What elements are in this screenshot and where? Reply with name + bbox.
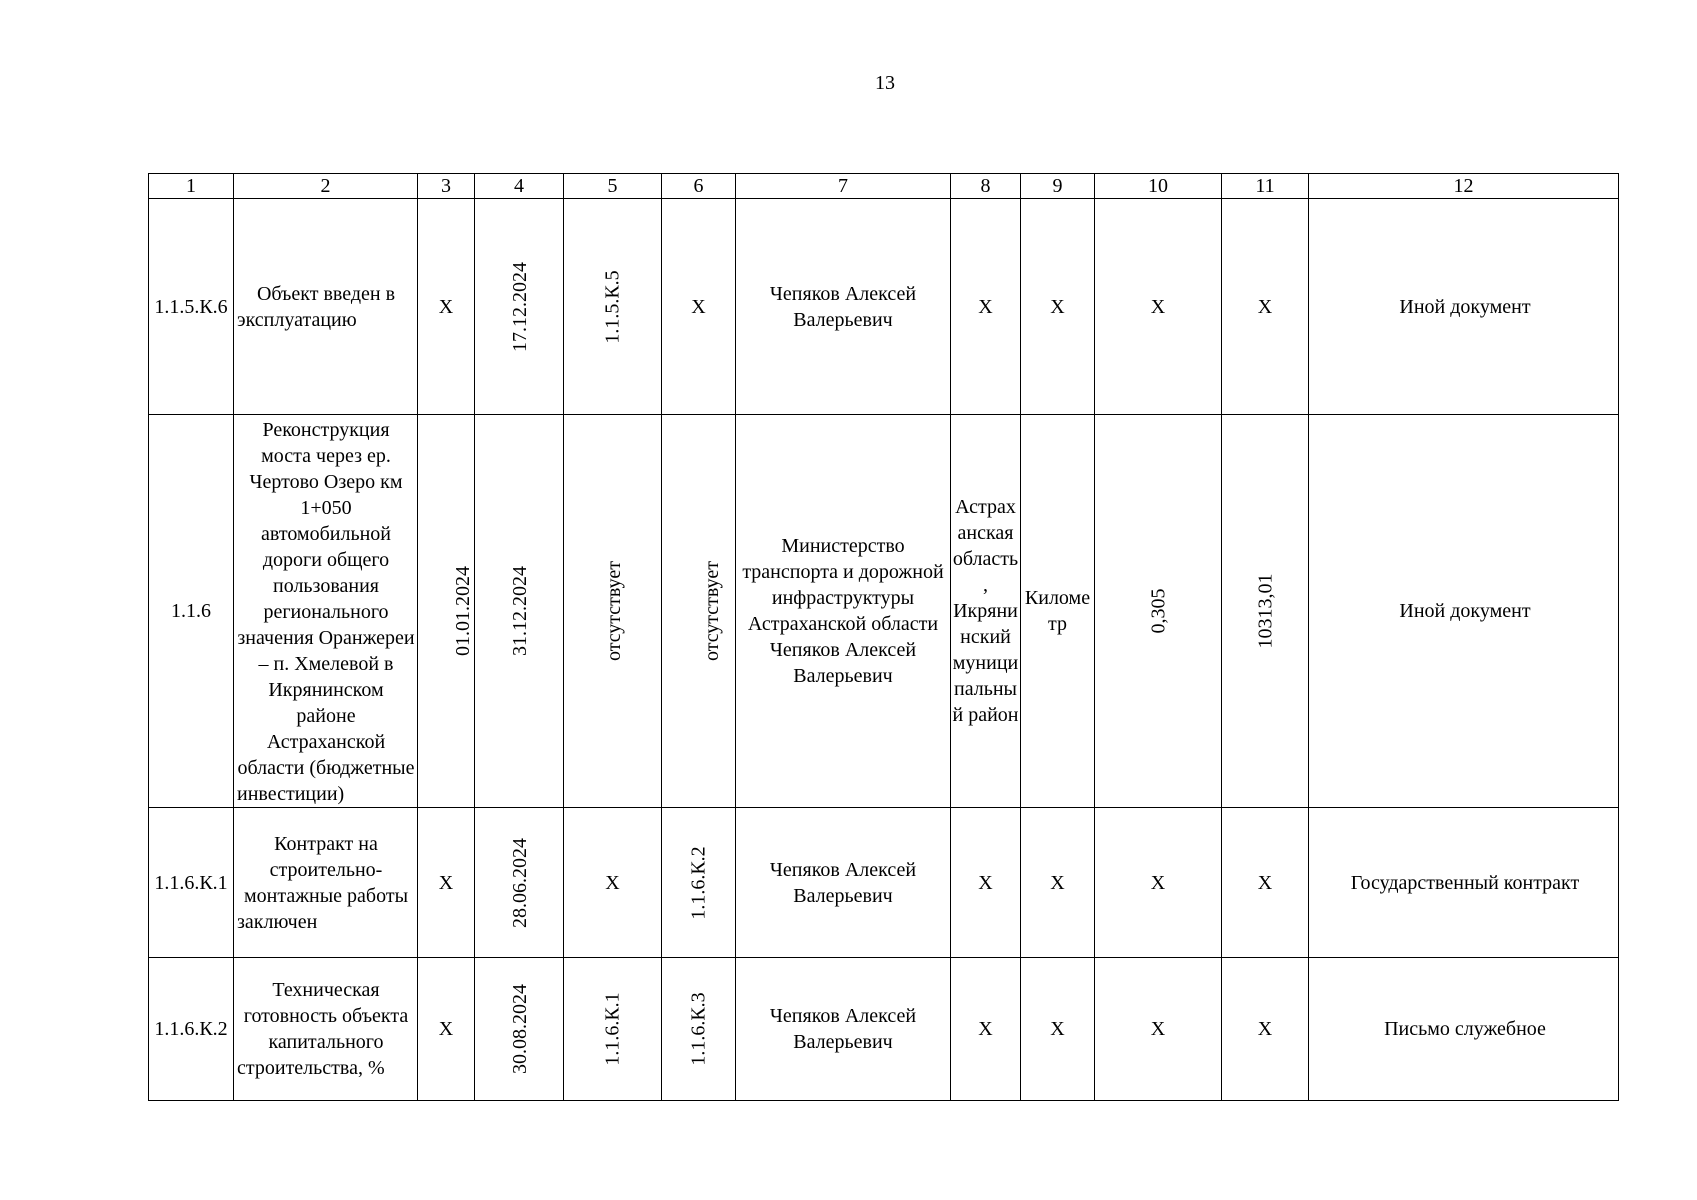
row-code: 1.1.6.К.2	[149, 958, 234, 1101]
predecessor: отсутствует	[603, 560, 626, 662]
cell-col11: X	[1222, 199, 1309, 415]
value: 0,305	[1147, 588, 1169, 634]
cell-col8: X	[951, 958, 1021, 1101]
cell-col8: X	[951, 199, 1021, 415]
cell-col9: X	[1021, 958, 1095, 1101]
document-type: Письмо служебное	[1309, 958, 1619, 1101]
responsible: Чепяков Алексей Валерьевич	[736, 199, 951, 415]
table-row	[149, 199, 1619, 415]
unit: Километр	[1021, 415, 1095, 808]
cell-col11: X	[1222, 808, 1309, 958]
responsible: Чепяков Алексей Валерьевич	[736, 958, 951, 1101]
header-cell: 6	[662, 174, 736, 199]
header-row	[149, 174, 1619, 199]
cell-col6	[662, 415, 736, 808]
document-type: Иной документ	[1309, 415, 1619, 808]
table-row	[149, 808, 1619, 958]
successor: 1.1.6.К.2	[687, 845, 710, 920]
header-cell: 11	[1222, 174, 1309, 199]
cell-col10: X	[1095, 958, 1222, 1101]
header-cell: 2	[234, 174, 418, 199]
date-end: 28.06.2024	[509, 837, 531, 928]
table-row	[149, 958, 1619, 1101]
date-end: 17.12.2024	[509, 261, 531, 352]
cell-col4	[475, 199, 564, 415]
header-cell: 7	[736, 174, 951, 199]
row-name: Техническая готовность объекта капитального строительства, %	[234, 958, 418, 1101]
cell-col5: X	[564, 808, 662, 958]
header-cell: 3	[418, 174, 475, 199]
cell-col6	[662, 958, 736, 1101]
cell-col5	[564, 958, 662, 1101]
predecessor: 1.1.6.К.1	[601, 992, 624, 1066]
row-name: Реконструкция моста через ер. Чертово Озеро км 1+050 автомобильной дороги общего пользования регионального значения Оранжереи – п. Хмелевой в Икрянинском районе Астраханской области (бюджетные инвестиции)	[234, 415, 418, 808]
cell-col9: X	[1021, 199, 1095, 415]
amount: 10313,01	[1254, 573, 1276, 649]
header-cell: 4	[475, 174, 564, 199]
cell-col3: X	[418, 808, 475, 958]
page-number: 13	[875, 72, 895, 94]
row-code: 1.1.5.К.6	[149, 199, 234, 415]
cell-col9: X	[1021, 808, 1095, 958]
cell-col4	[475, 415, 564, 808]
successor: 1.1.6.К.3	[687, 992, 710, 1066]
cell-col3: X	[418, 958, 475, 1101]
cell-col6: X	[662, 199, 736, 415]
date-start: 01.01.2024	[452, 566, 474, 656]
plan-table	[148, 173, 1619, 1101]
header-cell: 12	[1309, 174, 1619, 199]
cell-col10: X	[1095, 808, 1222, 958]
cell-col4	[475, 808, 564, 958]
predecessor: 1.1.5.К.5	[601, 269, 624, 344]
cell-col5	[564, 199, 662, 415]
header-cell: 10	[1095, 174, 1222, 199]
cell-col3	[418, 415, 475, 808]
location: Астраханская область, Икрянинский муниципальный район	[951, 415, 1021, 808]
responsible: Министерство транспорта и дорожной инфраструктуры Астраханской области Чепяков Алексей Валерьевич	[736, 415, 951, 808]
cell-col11: X	[1222, 958, 1309, 1101]
cell-col4	[475, 958, 564, 1101]
cell-col10	[1095, 415, 1222, 808]
cell-col6	[662, 808, 736, 958]
row-code: 1.1.6.К.1	[149, 808, 234, 958]
header-cell: 5	[564, 174, 662, 199]
responsible: Чепяков Алексей Валерьевич	[736, 808, 951, 958]
cell-col5	[564, 415, 662, 808]
row-name: Контракт на строительно-монтажные работы заключен	[234, 808, 418, 958]
successor: отсутствует	[701, 560, 724, 662]
date-end: 31.12.2024	[509, 566, 531, 656]
cell-col8: X	[951, 808, 1021, 958]
header-cell: 8	[951, 174, 1021, 199]
date-end: 30.08.2024	[509, 984, 531, 1074]
row-code: 1.1.6	[149, 415, 234, 808]
table-row	[149, 415, 1619, 808]
document-type: Государственный контракт	[1309, 808, 1619, 958]
header-cell: 9	[1021, 174, 1095, 199]
cell-col3: X	[418, 199, 475, 415]
document-type: Иной документ	[1309, 199, 1619, 415]
header-cell: 1	[149, 174, 234, 199]
row-name: Объект введен в эксплуатацию	[234, 199, 418, 415]
cell-col10: X	[1095, 199, 1222, 415]
cell-col11	[1222, 415, 1309, 808]
